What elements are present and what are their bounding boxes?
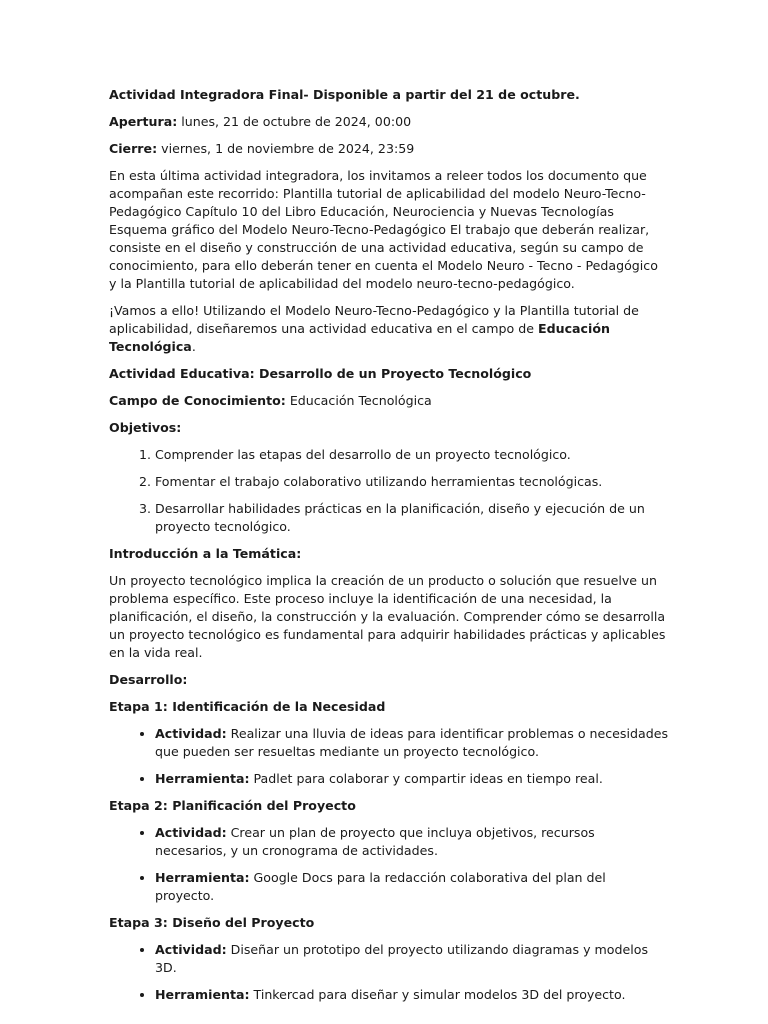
objective-item: 1. Comprender las etapas del desarrollo de un proyecto tecnológico. [155,446,668,464]
stage-tool-item [155,986,668,1004]
stage-heading: Etapa 2: Planificación del Proyecto [109,798,356,813]
activity-heading: Actividad Educativa: Desarrollo de un Proyecto Tecnológico [109,366,532,381]
vamos-text: ¡Vamos a ello! Utilizando el Modelo Neuro-Tecno-Pedagógico y la Plantilla tutorial de aplicabilidad, diseñaremos una actividad educativa en el campo de [109,303,639,336]
opening-line [109,113,668,131]
stage-tool-item [155,770,668,788]
objectives-heading: Objetivos: [109,420,182,435]
activity-label: Actividad: [155,825,227,840]
intro-heading: Introducción a la Temática: [109,546,302,561]
intro-paragraph: En esta última actividad integradora, los invitamos a releer todos los documento que acompañan este recorrido: Plantilla tutorial de aplicabilidad del modelo Neuro-Tecno-Pedagógico Capítulo 10 del Libro Educación, Neurociencia y Nuevas Tecnologías Esquema gráfico del Modelo Neuro-Tecno-Pedagógico El trabajo que deberán realizar, consiste en el diseño y construcción de una actividad educativa, según su campo de conocimiento, para ello deberán tener en cuenta el Modelo Neuro - Tecno - Pedagógico y la Plantilla tutorial de aplicabilidad del modelo neuro-tecno-pedagógico. [109,168,658,291]
vamos-paragraph [109,302,668,356]
stage-list [109,941,668,1004]
stage-list [109,725,668,788]
stage-activity-item [155,824,668,860]
activity-text: Crear un plan de proyecto que incluya objetivos, recursos necesarios, y un cronograma de actividades. [155,825,595,858]
activity-text: Realizar una lluvia de ideas para identificar problemas o necesidades que pueden ser resueltas mediante un proyecto tecnológico. [155,726,669,759]
tool-label: Herramienta: [155,771,250,786]
objective-item: 2. Fomentar el trabajo colaborativo utilizando herramientas tecnológicas. [155,473,668,491]
stage-activity-item [155,941,668,977]
closing-line [109,140,668,158]
vamos-end: . [191,339,196,354]
stage-tool-item [155,869,668,905]
tool-label: Herramienta: [155,987,250,1002]
tool-text: Google Docs para la redacción colaborativa del plan del proyecto. [155,870,606,903]
objectives-list [109,446,668,536]
activity-label: Actividad: [155,942,227,957]
activity-text: Diseñar un prototipo del proyecto utilizando diagramas y modelos 3D. [155,942,649,975]
field-label: Campo de Conocimiento: [109,393,286,408]
tool-label: Herramienta: [155,870,250,885]
field-line [109,392,668,410]
activity-label: Actividad: [155,726,227,741]
tool-text: Tinkercad para diseñar y simular modelos 3D del proyecto. [249,987,626,1002]
document-title: Actividad Integradora Final- Disponible a partir del 21 de octubre. [109,87,580,102]
opening-value: lunes, 21 de octubre de 2024, 00:00 [177,114,412,129]
opening-label: Apertura: [109,114,178,129]
development-heading: Desarrollo: [109,672,188,687]
closing-value: viernes, 1 de noviembre de 2024, 23:59 [157,141,415,156]
tool-text: Padlet para colaborar y compartir ideas en tiempo real. [249,771,603,786]
objective-item: 3. Desarrollar habilidades prácticas en la planificación, diseño y ejecución de un proyecto tecnológico. [155,500,668,536]
field-value: Educación Tecnológica [285,393,432,408]
stage-heading: Etapa 3: Diseño del Proyecto [109,915,315,930]
stage-activity-item [155,725,668,761]
stage-heading: Etapa 1: Identificación de la Necesidad [109,699,386,714]
stage-list [109,824,668,905]
vamos-bold: Educación Tecnológica [109,321,610,354]
intro-text: Un proyecto tecnológico implica la creación de un producto o solución que resuelve un problema específico. Este proceso incluye la identificación de una necesidad, la planificación, el diseño, la construcción y la evaluación. Comprender cómo se desarrolla un proyecto tecnológico es fundamental para adquirir habilidades prácticas y aplicables en la vida real. [109,573,666,660]
closing-label: Cierre: [109,141,158,156]
